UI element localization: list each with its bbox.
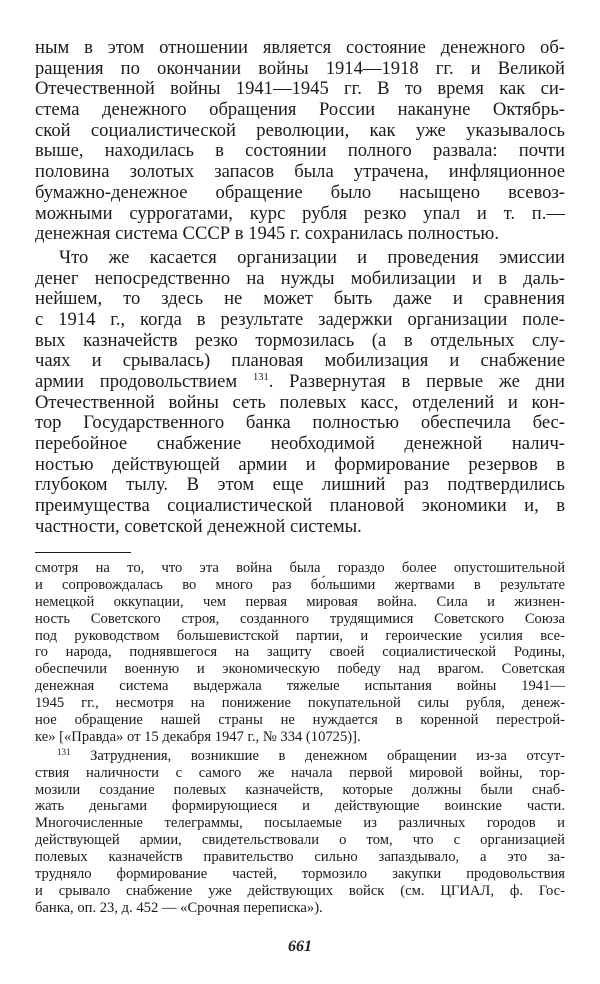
paragraph-2 bbox=[35, 248, 565, 538]
footnote-continued bbox=[35, 560, 565, 746]
text-line: глубоком тылу. В этом еще лишний раз подтвердились bbox=[35, 474, 565, 496]
text-line: стема денежного обращения России накануне Октябрь- bbox=[35, 99, 565, 121]
text-line: вых казначейств резко тормозилась (а в отдельных слу- bbox=[35, 329, 565, 351]
text-line: ностью действующей армии и формирование резервов в bbox=[35, 453, 565, 475]
footnotes bbox=[35, 560, 565, 917]
text-line: с 1914 г., когда в результате задержки организации поле- bbox=[35, 308, 565, 330]
text-fragment: армии продовольствием bbox=[35, 371, 253, 392]
text-line: Отечественной войны сеть полевых касс, отделений и кон- bbox=[35, 391, 565, 413]
footnote-line: обеспечили военную и экономическую победу над врагом. Советская bbox=[35, 661, 565, 678]
text-line: ской социалистической революции, как уже указывалось bbox=[35, 119, 565, 141]
footnote-line: банка, оп. 23, д. 452 — «Срочная переписка»). bbox=[35, 899, 323, 916]
footnote-line bbox=[35, 748, 565, 765]
footnote-line: жать деньгами формирующиеся и действующие воинские части. bbox=[35, 798, 565, 815]
text-line: ращения по окончании войны 1914—1918 гг. и Великой bbox=[35, 57, 565, 79]
footnote-line: ное обращение нашей страны не нуждается в коренной перестрой- bbox=[35, 712, 565, 729]
footnote-line: денежная система выдержала тяжелые испытания войны 1941— bbox=[35, 678, 565, 695]
footnote-line: мозили создание полевых казначейств, которые должны были снаб- bbox=[35, 781, 565, 798]
text-line: Что же касается организации и проведения эмиссии bbox=[59, 246, 565, 268]
footnote-divider bbox=[35, 552, 131, 553]
footnote-line: го народа, поднявшегося на защиту своей социалистической Родины, bbox=[35, 644, 565, 661]
text-line: чаях и срывалась) плановая мобилизация и снабжение bbox=[35, 350, 565, 372]
text-line: частности, советской денежной системы. bbox=[35, 515, 362, 537]
footnote-line: трудняло формирование частей, тормозило закупки продовольствия bbox=[35, 866, 565, 883]
footnote-line: и сопровождалась во много раз бо́льшими жертвами в результате bbox=[35, 576, 565, 593]
text-fragment: Затруднения, возникшие в денежном обращении из-за отсут- bbox=[70, 747, 565, 764]
footnote-line: 1945 гг., несмотря на понижение покупательной силы рубля, денеж- bbox=[35, 695, 565, 712]
footnote-line: ствия наличности с самого же начала первой мировой войны, тор- bbox=[35, 764, 565, 781]
text-line: перебойное снабжение необходимой денежной налич- bbox=[35, 433, 565, 455]
footnote-mark: 131 bbox=[57, 746, 71, 757]
footnote-line: ке» [«Правда» от 15 декабря 1947 г., № 334 (10725)]. bbox=[35, 728, 361, 745]
text-line: половина золотых запасов была утрачена, инфляционное bbox=[35, 161, 565, 183]
footnote-reference[interactable]: 131 bbox=[252, 372, 269, 383]
footnote-line: полевых казначейств правительство сильно запаздывало, а это за- bbox=[35, 849, 565, 866]
page-number: 661 bbox=[288, 938, 312, 955]
text-line: денежная система СССР в 1945 г. сохранилась полностью. bbox=[35, 223, 499, 245]
text-line: ным в этом отношении является состояние денежного об- bbox=[35, 37, 565, 58]
text-line: бумажно-денежное обращение было насыщено всевоз- bbox=[35, 181, 565, 203]
text-line bbox=[35, 372, 565, 393]
footnote-line: ность Советского строя, созданного трудящимися Советского Союза bbox=[35, 610, 565, 627]
text-fragment: . Развернутая в первые же дни bbox=[268, 371, 565, 392]
footnote-line: немецкой оккупации, чем первая мировая война. Сила и жизнен- bbox=[35, 593, 565, 610]
footnote-line: действующей армии, свидетельствовали о том, что с организацией bbox=[35, 832, 565, 849]
text-line: денег непосредственно на нужды мобилизации и в даль- bbox=[35, 267, 565, 289]
paragraph-1 bbox=[35, 38, 565, 245]
text-line: преимущества социалистической плановой экономики и, в bbox=[35, 495, 565, 517]
text-line: можными суррогатами, курс рубля резко упал и т. п.— bbox=[35, 202, 565, 224]
footnote-line: смотря на то, что эта война была гораздо более опустошительной bbox=[35, 560, 565, 576]
footnote-line: и срывало снабжение уже действующих войск (см. ЦГИАЛ, ф. Гос- bbox=[35, 882, 565, 899]
text-line: нейшем, то здесь не может быть даже и сравнения bbox=[35, 288, 565, 310]
text-line: выше, находилась в состоянии полного развала: почти bbox=[35, 140, 565, 162]
main-text bbox=[35, 38, 565, 538]
text-line: тор Государственного банка полностью обеспечила бес- bbox=[35, 412, 565, 434]
book-page bbox=[35, 0, 565, 984]
text-line: Отечественной войны 1941—1945 гг. В то время как си- bbox=[35, 78, 565, 100]
footnote-line: Многочисленные телеграммы, посылаемые из различных городов и bbox=[35, 815, 565, 832]
footnote-line: под руководством большевистской партии, и героические усилия все- bbox=[35, 627, 565, 644]
footnote-131 bbox=[35, 748, 565, 917]
